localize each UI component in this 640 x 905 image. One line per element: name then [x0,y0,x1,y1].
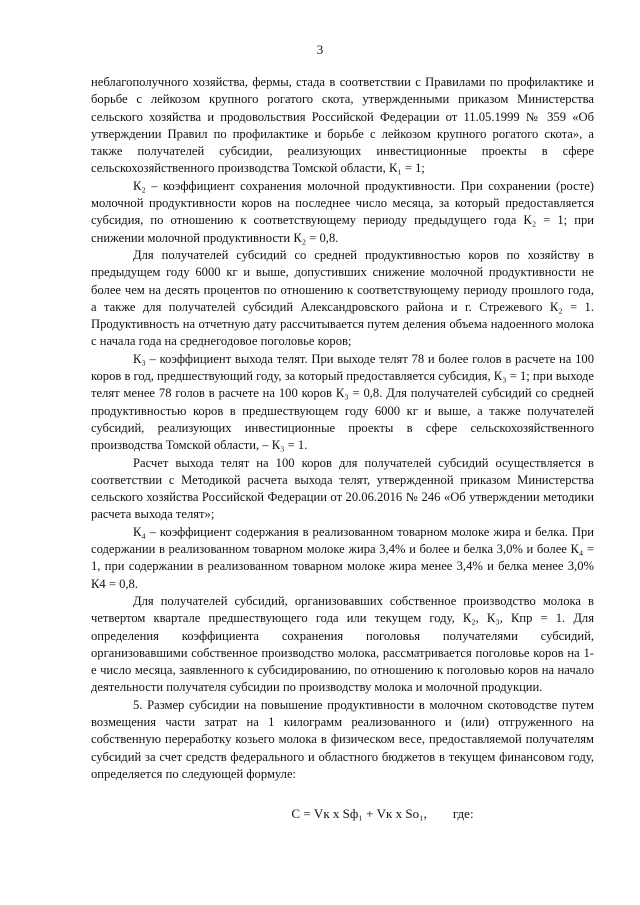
paragraph-leukosis: неблагополучного хозяйства, фермы, стада в соответствии с Правилами по профилактике и борьбе с лейкозом крупного рогатого скота, утвержденными приказом Министерства сельского хозяйства и продовольствия Российской Федерации от 11.05.1999 № 359 «Об утверждении Правил по профилактике и борьбе с лейкозом крупного рогатого скота», а также получателей субсидии, реализующих инвестиционные проекты в сфере сельскохозяйственного производства Томской области, К₁ = 1; [91,75,594,176]
paragraph-k2-coefficient: К₂ – коэффициент сохранения молочной продуктивности. При сохранении (росте) молочной продуктивности коров на последнее число месяца, за который предоставляется субсидия, по отношению к соответствующему периоду предыдущего года К₂ = 1; при снижении молочной продуктивности К₂ = 0,8. [91,178,594,245]
paragraph-subsidy-size: 5. Размер субсидии на повышение продуктивности в молочном скотоводстве путем возмещения части затрат на 1 килограмм реализованного и (или) отгруженного на собственную переработку козьего молока в физическом весе, предоставляемой получателям субсидий за счет средств федерального и областного бюджетов в текущем финансовом году, определяется по следующей формуле: [91,697,594,781]
paragraph-k2-exceptions: Для получателей субсидий со средней продуктивностью коров по хозяйству в предыдущем году 6000 кг и выше, допустивших снижение молочной продуктивности не более чем на десять процентов по отношению к соответствующему периоду прошлого года, а также для получателей субсидий Александровского района и г. Стрежевого К₂ = 1. Продуктивность на отчетную дату рассчитывается путем деления объема надоенного молока с начала года на среднегодовое поголовье коров; [91,247,594,349]
subsidy-formula [91,805,594,822]
paragraph-new-producers: Для получателей субсидий, организовавших собственное производство молока в четвертом квартале предшествующего года или текущем году, К₂, К₃, Кпр = 1. Для определения коэффициента сохранения поголовья получателями субсидий, организовавшими собственное производство молока, рассматривается поголовье коров на 1-е число месяца, заявленного к субсидированию, по отношению к поголовью коров на начало деятельности получателя субсидии по производству молока и молочной продукции. [91,593,594,695]
paragraph-calf-yield-method: Расчет выхода телят на 100 коров для получателей субсидий осуществляется в соответствии с Методикой расчета выхода телят, утвержденной приказом Министерства сельского хозяйства Российской Федерации от 20.06.2016 № 246 «Об утверждении методики расчета выхода телят»; [91,455,594,522]
formula-suffix: где: [452,806,474,822]
paragraph-k4-coefficient: К₄ – коэффициент содержания в реализованном товарном молоке жира и белка. При содержании в реализованном товарном молоке жира 3,4% и более и белка 3,0% и более К₄ = 1, при содержании в реализованном товарном молоке жира менее 3,4% и белка менее 3,0% К4 = 0,8. [91,524,594,591]
paragraph-k3-coefficient: К₃ – коэффициент выхода телят. При выходе телят 78 и более голов в расчете на 100 коров в год, предшествующий году, за который предоставляется субсидия, К₃ = 1; при выходе телят менее 78 голов в расчете на 100 коров К₃ = 0,8. Для получателей субсидий со средней продуктивностью коров в предшествующем году 6000 кг и выше, а также получателей субсидий, реализующих инвестиционные проекты в сфере сельскохозяйственного производства Томской области, – К₃ = 1. [91,351,594,453]
document-body [91,74,594,822]
page-number: 3 [316,42,324,57]
formula-expression: С = Vк x Sф₁ + Vк x So₁, [291,806,427,822]
